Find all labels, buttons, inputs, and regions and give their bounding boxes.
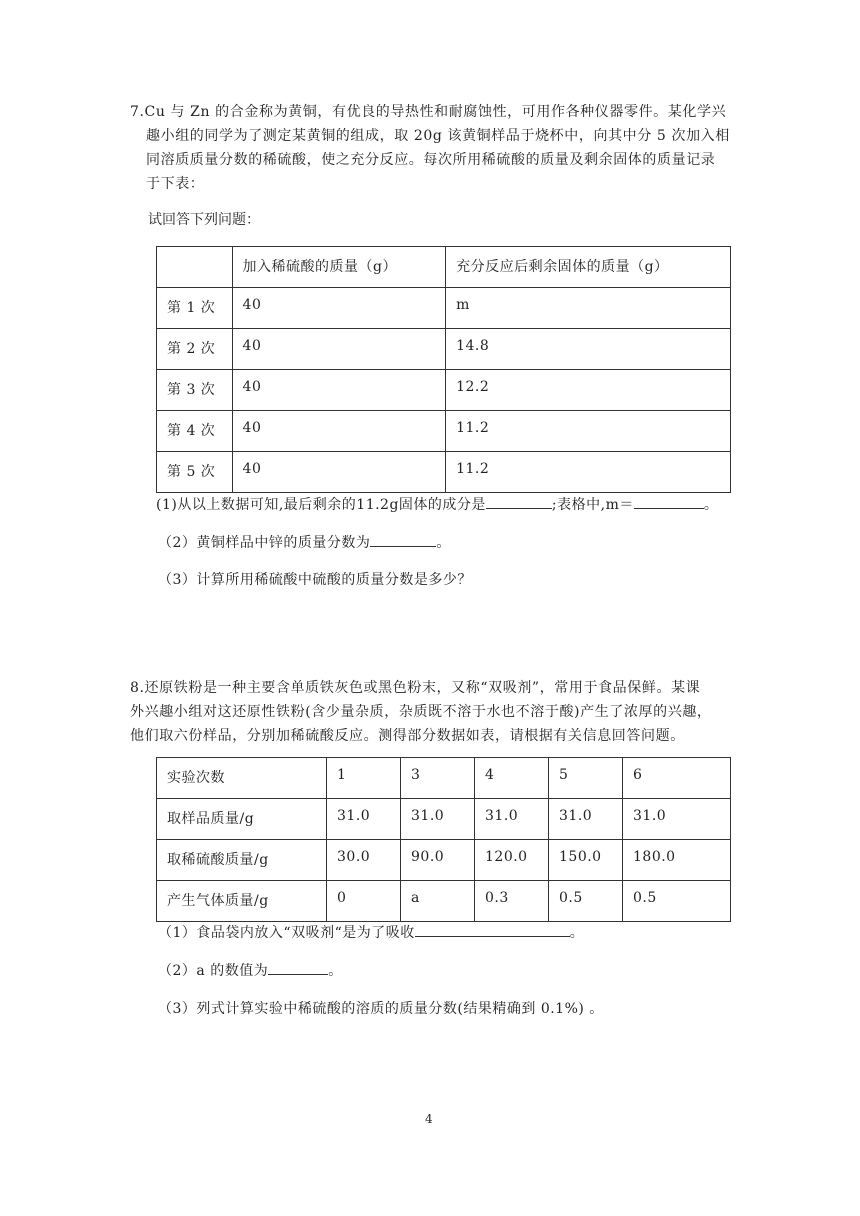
table-cell: 0.5 [623, 881, 731, 922]
table-cell: 40 [232, 411, 446, 452]
answer-blank[interactable] [486, 494, 552, 509]
q7-lead: 试回答下列问题： [148, 212, 260, 228]
table-row [157, 329, 731, 370]
table-cell: 150.0 [549, 840, 623, 881]
table-cell: 31.0 [327, 799, 401, 840]
table-row [157, 288, 731, 329]
q7-line-4: 于下表： [146, 176, 205, 192]
table-cell: a [401, 881, 475, 922]
page-number: 4 [425, 1112, 433, 1126]
q8-line-3: 他们取六份样品，分别加稀硫酸反应。测得部分数据如表，请根据有关信息回答问题。 [130, 728, 685, 744]
table-cell: 6 [623, 758, 731, 799]
table-cell: 31.0 [623, 799, 731, 840]
table-cell: 40 [232, 288, 446, 329]
q7-subquestion-1 [156, 494, 718, 514]
q7-subquestion-2 [158, 532, 451, 552]
table-cell: 0.5 [549, 881, 623, 922]
answer-blank[interactable] [268, 960, 328, 975]
table-cell: 取样品质量/g [157, 799, 327, 840]
table-cell: 31.0 [401, 799, 475, 840]
question-7-stem [130, 100, 730, 196]
table-cell: 180.0 [623, 840, 731, 881]
table-cell: 14.8 [446, 329, 731, 370]
table-cell: 1 [327, 758, 401, 799]
table-cell: 120.0 [475, 840, 549, 881]
table-cell: 12.2 [446, 370, 731, 411]
table-cell: 3 [401, 758, 475, 799]
table-cell: 40 [232, 329, 446, 370]
table-cell: 31.0 [475, 799, 549, 840]
table-cell: 90.0 [401, 840, 475, 881]
table-cell: 0.3 [475, 881, 549, 922]
table-cell: 第 1 次 [157, 288, 233, 329]
table-header-row [157, 247, 731, 288]
table-header-cell: 充分反应后剩余固体的质量（g） [446, 247, 731, 288]
q7-subquestion-3: （3）计算所用稀硫酸中硫酸的质量分数是多少？ [158, 572, 472, 588]
question-8-stem [130, 676, 734, 748]
q8-sub2-text: （2）a 的数值为 [158, 963, 269, 979]
q8-line-1: 8.还原铁粉是一种主要含单质铁灰色或黑色粉末，又称“双吸剂”，常用于食品保鲜。某课 [130, 680, 701, 696]
q8-line-2: 外兴趣小组对这还原性铁粉(含少量杂质，杂质既不溶于水也不溶于酸)产生了浓厚的兴趣， [130, 704, 712, 720]
table-cell: 4 [475, 758, 549, 799]
q8-sub1-text: （1）食品袋内放入“双吸剂“是为了吸收 [158, 925, 415, 941]
table-cell: 11.2 [446, 411, 731, 452]
q8-data-table [156, 757, 731, 922]
q8-subquestion-3: （3）列式计算实验中稀硫酸的溶质的质量分数(结果精确到 0.1%) 。 [158, 1001, 604, 1017]
q7-sub1-end: 。 [703, 497, 719, 513]
table-cell: 第 4 次 [157, 411, 233, 452]
table-cell: 31.0 [549, 799, 623, 840]
table-cell: 实验次数 [157, 758, 327, 799]
table-cell: 5 [549, 758, 623, 799]
table-cell: 0 [327, 881, 401, 922]
q7-sub2-end: 。 [436, 535, 451, 551]
q8-subquestion-1 [158, 922, 584, 942]
answer-blank[interactable] [370, 532, 436, 547]
q7-sub2-text: （2）黄铜样品中锌的质量分数为 [158, 535, 371, 551]
table-row [157, 758, 731, 799]
table-cell: 40 [232, 452, 446, 493]
q7-line-1: 7.Cu 与 Zn 的合金称为黄铜，有优良的导热性和耐腐蚀性，可用作各种仪器零件。某化学兴 [130, 104, 727, 120]
table-row [157, 411, 731, 452]
answer-blank[interactable] [415, 922, 570, 937]
table-cell: 第 5 次 [157, 452, 233, 493]
table-row [157, 799, 731, 840]
q7-line-2: 趣小组的同学为了测定某黄铜的组成，取 20g 该黄铜样品于烧杯中，向其中分 5 次加入相 [146, 128, 730, 144]
answer-blank[interactable] [634, 494, 704, 509]
table-cell: 11.2 [446, 452, 731, 493]
table-cell: 取稀硫酸质量/g [157, 840, 327, 881]
q8-subquestion-2 [158, 960, 343, 980]
table-cell: 第 2 次 [157, 329, 233, 370]
table-cell: 30.0 [327, 840, 401, 881]
q7-sub1-text-mid: ;表格中,m＝ [551, 497, 634, 513]
table-header-cell: 加入稀硫酸的质量（g） [232, 247, 446, 288]
table-row [157, 881, 731, 922]
table-row [157, 452, 731, 493]
table-header-cell [157, 247, 233, 288]
table-row [157, 840, 731, 881]
table-cell: m [446, 288, 731, 329]
table-cell: 第 3 次 [157, 370, 233, 411]
q7-sub1-text: (1)从以上数据可知,最后剩余的11.2g固体的成分是 [156, 497, 486, 513]
q7-data-table [156, 246, 731, 493]
table-row [157, 370, 731, 411]
q7-line-3: 同溶质质量分数的稀硫酸，使之充分反应。每次所用稀硫酸的质量及剩余固体的质量记录 [146, 152, 716, 168]
table-cell: 40 [232, 370, 446, 411]
q8-sub2-end: 。 [328, 963, 343, 979]
table-cell: 产生气体质量/g [157, 881, 327, 922]
q8-sub1-end: 。 [569, 925, 585, 941]
